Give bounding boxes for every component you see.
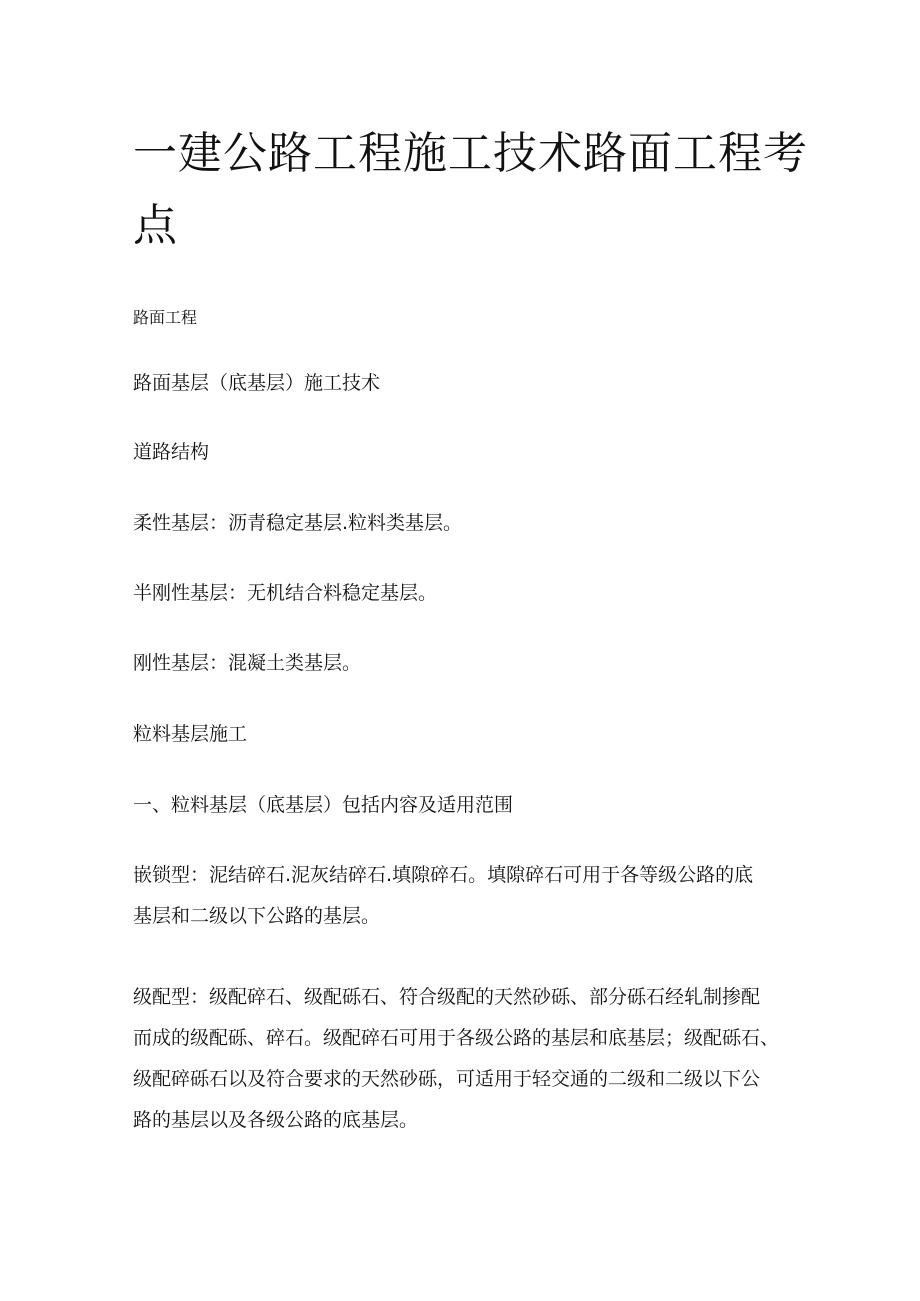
graded-type-line-1: 级配型：级配碎石、级配砾石、符合级配的天然砂砾、部分砾石经轧制掺配 bbox=[133, 986, 761, 1008]
embedded-type-line-2: 基层和二级以下公路的基层。 bbox=[133, 905, 381, 927]
section-heading-pavement-engineering: 路面工程 bbox=[133, 308, 198, 327]
paragraph-road-structure: 道路结构 bbox=[133, 441, 210, 463]
document-title bbox=[133, 118, 813, 262]
paragraph-flexible-base: 柔性基层：沥青稳定基层.粒料类基层。 bbox=[133, 512, 463, 534]
graded-type-line-4: 路的基层以及各级公路的底基层。 bbox=[133, 1109, 419, 1131]
paragraph-rigid-base: 刚性基层：混凝土类基层。 bbox=[133, 652, 362, 674]
paragraph-granular-base-scope: 一、粒料基层（底基层）包括内容及适用范围 bbox=[133, 794, 514, 816]
subsection-heading-base-course-technique: 路面基层（底基层）施工技术 bbox=[133, 372, 381, 394]
graded-type-line-2: 而成的级配砾、碎石。级配碎石可用于各级公路的基层和底基层；级配砾石、 bbox=[133, 1027, 780, 1049]
paragraph-graded-type bbox=[133, 977, 808, 1141]
document-title-line-2: 点 bbox=[133, 200, 178, 251]
paragraph-semi-rigid-base: 半刚性基层：无机结合料稳定基层。 bbox=[133, 582, 438, 604]
paragraph-embedded-type bbox=[133, 855, 808, 937]
graded-type-line-3: 级配碎砾石以及符合要求的天然砂砾，可适用于轻交通的二级和二级以下公 bbox=[133, 1068, 761, 1090]
document-title-line-1: 一建公路工程施工技术路面工程考 bbox=[133, 128, 808, 179]
embedded-type-line-1: 嵌锁型：泥结碎石.泥灰结碎石.填隙碎石。填隙碎石可用于各等级公路的底 bbox=[133, 864, 754, 886]
paragraph-granular-base-construction: 粒料基层施工 bbox=[133, 723, 248, 745]
